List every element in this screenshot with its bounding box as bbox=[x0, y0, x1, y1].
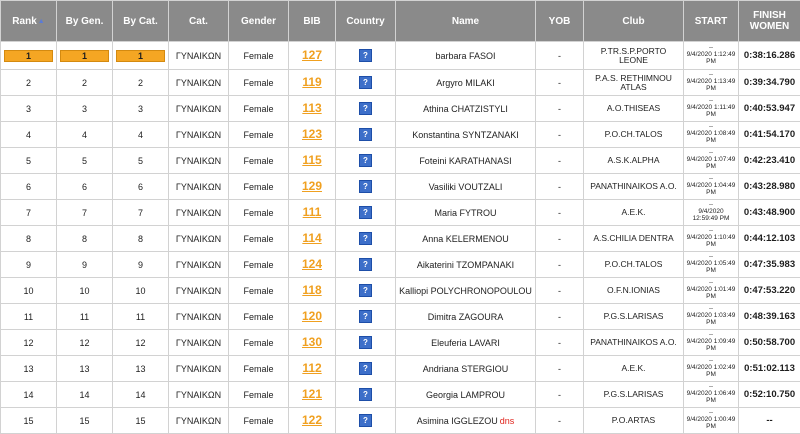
gender-cell: Female bbox=[229, 278, 289, 304]
table-row bbox=[1, 408, 800, 434]
by-gen-cell: 14 bbox=[57, 382, 113, 408]
start-cell bbox=[684, 200, 739, 226]
yob-cell: - bbox=[536, 122, 584, 148]
start-prefix: -- bbox=[686, 411, 736, 416]
category-cell: ΓΥΝΑΙΚΩΝ bbox=[169, 356, 229, 382]
column-header-yob[interactable]: YOB bbox=[536, 1, 584, 42]
question-mark-flag-icon[interactable]: ? bbox=[359, 388, 372, 401]
start-cell bbox=[684, 304, 739, 330]
athlete-name: Argyro MILAKI bbox=[436, 78, 495, 88]
question-mark-flag-icon[interactable]: ? bbox=[359, 310, 372, 323]
bib-link[interactable]: 118 bbox=[302, 283, 321, 297]
club-cell: P.O.CH.TALOS bbox=[584, 252, 684, 278]
finish-cell: 0:44:12.103 bbox=[739, 226, 800, 252]
question-mark-flag-icon[interactable]: ? bbox=[359, 76, 372, 89]
highlight-badge: 1 bbox=[116, 50, 165, 62]
finish-cell: 0:51:02.113 bbox=[739, 356, 800, 382]
club-cell: O.F.N.IONIAS bbox=[584, 278, 684, 304]
start-cell bbox=[684, 252, 739, 278]
club-cell: PANATHINAIKOS A.O. bbox=[584, 330, 684, 356]
bib-cell bbox=[289, 70, 336, 96]
by-gen-cell: 8 bbox=[57, 226, 113, 252]
bib-cell bbox=[289, 226, 336, 252]
rank-cell: 5 bbox=[1, 148, 57, 174]
table-row bbox=[1, 278, 800, 304]
by-gen-cell: 3 bbox=[57, 96, 113, 122]
gender-cell: Female bbox=[229, 42, 289, 70]
finish-cell: 0:43:28.980 bbox=[739, 174, 800, 200]
finish-cell: 0:40:53.947 bbox=[739, 96, 800, 122]
athlete-name: Kalliopi POLYCHRONOPOULOU bbox=[399, 286, 532, 296]
name-cell bbox=[396, 252, 536, 278]
name-cell bbox=[396, 42, 536, 70]
finish-cell: 0:47:35.983 bbox=[739, 252, 800, 278]
gender-cell: Female bbox=[229, 174, 289, 200]
by-cat-cell bbox=[113, 42, 169, 70]
athlete-name: Georgia LAMPROU bbox=[426, 390, 505, 400]
table-row bbox=[1, 200, 800, 226]
column-header-club[interactable]: Club bbox=[584, 1, 684, 42]
bib-cell bbox=[289, 408, 336, 434]
column-header-start[interactable]: START bbox=[684, 1, 739, 42]
start-cell bbox=[684, 356, 739, 382]
rank-cell: 3 bbox=[1, 96, 57, 122]
country-cell bbox=[336, 174, 396, 200]
country-cell bbox=[336, 226, 396, 252]
bib-cell bbox=[289, 356, 336, 382]
gender-cell: Female bbox=[229, 226, 289, 252]
name-cell bbox=[396, 356, 536, 382]
category-cell: ΓΥΝΑΙΚΩΝ bbox=[169, 330, 229, 356]
table-row bbox=[1, 42, 800, 70]
column-header-name[interactable]: Name bbox=[396, 1, 536, 42]
by-gen-cell: 15 bbox=[57, 408, 113, 434]
country-cell bbox=[336, 278, 396, 304]
start-prefix: -- bbox=[686, 177, 736, 182]
sort-ascending-icon: ▲ bbox=[38, 18, 45, 25]
country-cell bbox=[336, 356, 396, 382]
by-cat-cell: 8 bbox=[113, 226, 169, 252]
start-time: 9/4/2020 1:02:49 PM bbox=[686, 364, 736, 378]
by-cat-cell: 14 bbox=[113, 382, 169, 408]
name-cell bbox=[396, 96, 536, 122]
name-cell bbox=[396, 148, 536, 174]
by-cat-cell: 11 bbox=[113, 304, 169, 330]
start-time: 9/4/2020 1:13:49 PM bbox=[686, 78, 736, 92]
status-badge: dns bbox=[500, 416, 515, 426]
start-prefix: -- bbox=[686, 203, 736, 208]
bib-link[interactable]: 127 bbox=[302, 48, 322, 62]
yob-cell: - bbox=[536, 226, 584, 252]
bib-link[interactable]: 119 bbox=[302, 75, 321, 89]
start-prefix: -- bbox=[686, 255, 736, 260]
club-cell: A.S.K.ALPHA bbox=[584, 148, 684, 174]
rank-cell: 13 bbox=[1, 356, 57, 382]
club-cell: A.E.K. bbox=[584, 356, 684, 382]
finish-cell: 0:48:39.163 bbox=[739, 304, 800, 330]
athlete-name: Maria FYTROU bbox=[434, 208, 496, 218]
yob-cell: - bbox=[536, 174, 584, 200]
country-cell bbox=[336, 304, 396, 330]
athlete-name: Asimina IGGLEZOU bbox=[417, 416, 498, 426]
column-header-cat[interactable]: Cat. bbox=[169, 1, 229, 42]
start-cell bbox=[684, 70, 739, 96]
column-header-by-gen[interactable]: By Gen. bbox=[57, 1, 113, 42]
name-cell bbox=[396, 382, 536, 408]
start-prefix: -- bbox=[686, 73, 736, 78]
by-gen-cell: 10 bbox=[57, 278, 113, 304]
table-row bbox=[1, 96, 800, 122]
yob-cell: - bbox=[536, 252, 584, 278]
club-cell: P.G.S.LARISAS bbox=[584, 382, 684, 408]
bib-cell bbox=[289, 174, 336, 200]
name-cell bbox=[396, 278, 536, 304]
country-cell bbox=[336, 330, 396, 356]
by-cat-cell: 2 bbox=[113, 70, 169, 96]
bib-link[interactable]: 112 bbox=[302, 361, 321, 375]
bib-link[interactable]: 120 bbox=[302, 309, 322, 323]
start-cell bbox=[684, 96, 739, 122]
country-cell bbox=[336, 252, 396, 278]
country-cell bbox=[336, 96, 396, 122]
bib-cell bbox=[289, 148, 336, 174]
question-mark-flag-icon[interactable]: ? bbox=[359, 49, 372, 62]
category-cell: ΓΥΝΑΙΚΩΝ bbox=[169, 42, 229, 70]
table-row bbox=[1, 148, 800, 174]
bib-link[interactable]: 123 bbox=[302, 127, 322, 141]
name-cell bbox=[396, 408, 536, 434]
question-mark-flag-icon[interactable]: ? bbox=[359, 414, 372, 427]
bib-link[interactable]: 124 bbox=[302, 257, 322, 271]
rank-cell: 7 bbox=[1, 200, 57, 226]
country-cell bbox=[336, 382, 396, 408]
bib-link[interactable]: 115 bbox=[302, 153, 321, 167]
column-header-bib[interactable]: BIB bbox=[289, 1, 336, 42]
category-cell: ΓΥΝΑΙΚΩΝ bbox=[169, 96, 229, 122]
column-header-country[interactable]: Country bbox=[336, 1, 396, 42]
start-cell bbox=[684, 330, 739, 356]
name-cell bbox=[396, 226, 536, 252]
start-cell bbox=[684, 408, 739, 434]
by-cat-cell: 10 bbox=[113, 278, 169, 304]
gender-cell: Female bbox=[229, 70, 289, 96]
by-gen-cell: 5 bbox=[57, 148, 113, 174]
question-mark-flag-icon[interactable]: ? bbox=[359, 362, 372, 375]
athlete-name: Vasiliki VOUTZALI bbox=[429, 182, 503, 192]
athlete-name: Foteini KARATHANASI bbox=[419, 156, 511, 166]
start-cell bbox=[684, 174, 739, 200]
category-cell: ΓΥΝΑΙΚΩΝ bbox=[169, 226, 229, 252]
by-gen-cell: 6 bbox=[57, 174, 113, 200]
bib-link[interactable]: 129 bbox=[302, 179, 322, 193]
finish-cell: 0:52:10.750 bbox=[739, 382, 800, 408]
question-mark-flag-icon[interactable]: ? bbox=[359, 258, 372, 271]
yob-cell: - bbox=[536, 356, 584, 382]
finish-cell: 0:47:53.220 bbox=[739, 278, 800, 304]
start-time: 9/4/2020 1:10:49 PM bbox=[686, 234, 736, 248]
start-cell bbox=[684, 278, 739, 304]
start-prefix: -- bbox=[686, 151, 736, 156]
yob-cell: - bbox=[536, 304, 584, 330]
start-cell bbox=[684, 382, 739, 408]
bib-link[interactable]: 121 bbox=[302, 387, 322, 401]
finish-cell: 0:38:16.286 bbox=[739, 42, 800, 70]
start-cell bbox=[684, 148, 739, 174]
start-prefix: -- bbox=[686, 46, 736, 51]
start-prefix: -- bbox=[686, 385, 736, 390]
start-cell bbox=[684, 42, 739, 70]
country-cell bbox=[336, 42, 396, 70]
by-cat-cell: 4 bbox=[113, 122, 169, 148]
club-cell: PANATHINAIKOS A.O. bbox=[584, 174, 684, 200]
table-row bbox=[1, 226, 800, 252]
category-cell: ΓΥΝΑΙΚΩΝ bbox=[169, 174, 229, 200]
by-cat-cell: 5 bbox=[113, 148, 169, 174]
start-cell bbox=[684, 122, 739, 148]
question-mark-flag-icon[interactable]: ? bbox=[359, 336, 372, 349]
bib-cell bbox=[289, 330, 336, 356]
category-cell: ΓΥΝΑΙΚΩΝ bbox=[169, 304, 229, 330]
by-cat-cell: 15 bbox=[113, 408, 169, 434]
gender-cell: Female bbox=[229, 200, 289, 226]
finish-cell: 0:41:54.170 bbox=[739, 122, 800, 148]
athlete-name: barbara FASOI bbox=[435, 51, 495, 61]
country-cell bbox=[336, 122, 396, 148]
name-cell bbox=[396, 304, 536, 330]
start-time: 9/4/2020 1:05:49 PM bbox=[686, 260, 736, 274]
bib-cell bbox=[289, 252, 336, 278]
question-mark-flag-icon[interactable]: ? bbox=[359, 102, 372, 115]
start-time: 9/4/2020 1:11:49 PM bbox=[686, 104, 736, 118]
question-mark-flag-icon[interactable]: ? bbox=[359, 206, 372, 219]
by-gen-cell: 13 bbox=[57, 356, 113, 382]
yob-cell: - bbox=[536, 278, 584, 304]
by-cat-cell: 12 bbox=[113, 330, 169, 356]
column-header-rank[interactable]: Rank▲ bbox=[1, 1, 57, 42]
start-prefix: -- bbox=[686, 307, 736, 312]
table-row bbox=[1, 252, 800, 278]
category-cell: ΓΥΝΑΙΚΩΝ bbox=[169, 382, 229, 408]
by-cat-cell: 3 bbox=[113, 96, 169, 122]
by-cat-cell: 7 bbox=[113, 200, 169, 226]
start-time: 9/4/2020 1:12:49 PM bbox=[686, 51, 736, 65]
country-cell bbox=[336, 148, 396, 174]
start-time: 9/4/2020 1:03:49 PM bbox=[686, 312, 736, 326]
gender-cell: Female bbox=[229, 382, 289, 408]
by-gen-cell bbox=[57, 42, 113, 70]
by-gen-cell: 11 bbox=[57, 304, 113, 330]
by-cat-cell: 6 bbox=[113, 174, 169, 200]
bib-cell bbox=[289, 382, 336, 408]
question-mark-flag-icon[interactable]: ? bbox=[359, 180, 372, 193]
category-cell: ΓΥΝΑΙΚΩΝ bbox=[169, 278, 229, 304]
gender-cell: Female bbox=[229, 148, 289, 174]
rank-cell: 14 bbox=[1, 382, 57, 408]
category-cell: ΓΥΝΑΙΚΩΝ bbox=[169, 148, 229, 174]
table-row bbox=[1, 304, 800, 330]
yob-cell: - bbox=[536, 42, 584, 70]
column-header-gender[interactable]: Gender bbox=[229, 1, 289, 42]
bib-cell bbox=[289, 278, 336, 304]
athlete-name: Dimitra ZAGOURA bbox=[428, 312, 504, 322]
highlight-badge: 1 bbox=[60, 50, 109, 62]
finish-cell: -- bbox=[739, 408, 800, 434]
club-cell: A.E.K. bbox=[584, 200, 684, 226]
yob-cell: - bbox=[536, 408, 584, 434]
start-time: 9/4/2020 1:06:49 PM bbox=[686, 390, 736, 404]
results-body bbox=[1, 42, 800, 434]
column-header-finish[interactable]: FINISH WOMEN bbox=[739, 1, 800, 42]
club-cell: A.O.THISEAS bbox=[584, 96, 684, 122]
by-gen-cell: 9 bbox=[57, 252, 113, 278]
finish-cell: 0:43:48.900 bbox=[739, 200, 800, 226]
start-prefix: -- bbox=[686, 333, 736, 338]
question-mark-flag-icon[interactable]: ? bbox=[359, 284, 372, 297]
rank-cell: 15 bbox=[1, 408, 57, 434]
bib-cell bbox=[289, 200, 336, 226]
table-row bbox=[1, 70, 800, 96]
by-gen-cell: 12 bbox=[57, 330, 113, 356]
yob-cell: - bbox=[536, 382, 584, 408]
club-cell: P.O.CH.TALOS bbox=[584, 122, 684, 148]
start-prefix: -- bbox=[686, 281, 736, 286]
question-mark-flag-icon[interactable]: ? bbox=[359, 128, 372, 141]
rank-cell: 10 bbox=[1, 278, 57, 304]
bib-cell bbox=[289, 122, 336, 148]
gender-cell: Female bbox=[229, 96, 289, 122]
rank-cell: 6 bbox=[1, 174, 57, 200]
start-prefix: -- bbox=[686, 99, 736, 104]
rank-cell: 2 bbox=[1, 70, 57, 96]
bib-link[interactable]: 114 bbox=[302, 231, 321, 245]
by-gen-cell: 2 bbox=[57, 70, 113, 96]
bib-link[interactable]: 130 bbox=[302, 335, 322, 349]
yob-cell: - bbox=[536, 70, 584, 96]
table-row bbox=[1, 356, 800, 382]
table-row bbox=[1, 330, 800, 356]
gender-cell: Female bbox=[229, 304, 289, 330]
start-time: 9/4/2020 1:09:49 PM bbox=[686, 338, 736, 352]
name-cell bbox=[396, 70, 536, 96]
by-cat-cell: 13 bbox=[113, 356, 169, 382]
club-cell: P.O.ARTAS bbox=[584, 408, 684, 434]
bib-cell bbox=[289, 42, 336, 70]
athlete-name: Anna KELERMENOU bbox=[422, 234, 509, 244]
yob-cell: - bbox=[536, 200, 584, 226]
country-cell bbox=[336, 200, 396, 226]
country-cell bbox=[336, 408, 396, 434]
finish-cell: 0:50:58.700 bbox=[739, 330, 800, 356]
rank-cell: 11 bbox=[1, 304, 57, 330]
athlete-name: Konstantina SYNTZANAKI bbox=[412, 130, 519, 140]
by-gen-cell: 4 bbox=[57, 122, 113, 148]
by-cat-cell: 9 bbox=[113, 252, 169, 278]
finish-cell: 0:42:23.410 bbox=[739, 148, 800, 174]
category-cell: ΓΥΝΑΙΚΩΝ bbox=[169, 200, 229, 226]
start-prefix: -- bbox=[686, 359, 736, 364]
start-time: 9/4/2020 1:00:49 PM bbox=[686, 416, 736, 430]
club-cell: P.G.S.LARISAS bbox=[584, 304, 684, 330]
athlete-name: Athina CHATZISTYLI bbox=[423, 104, 508, 114]
category-cell: ΓΥΝΑΙΚΩΝ bbox=[169, 70, 229, 96]
table-row bbox=[1, 122, 800, 148]
rank-cell: 4 bbox=[1, 122, 57, 148]
athlete-name: Aikaterini TZOMPANAKI bbox=[417, 260, 514, 270]
start-time: 9/4/2020 1:01:49 PM bbox=[686, 286, 736, 300]
start-time: 9/4/2020 1:07:49 PM bbox=[686, 156, 736, 170]
bib-link[interactable]: 113 bbox=[302, 101, 321, 115]
by-gen-cell: 7 bbox=[57, 200, 113, 226]
name-cell bbox=[396, 122, 536, 148]
category-cell: ΓΥΝΑΙΚΩΝ bbox=[169, 252, 229, 278]
yob-cell: - bbox=[536, 330, 584, 356]
table-row bbox=[1, 174, 800, 200]
bib-cell bbox=[289, 96, 336, 122]
start-cell bbox=[684, 226, 739, 252]
gender-cell: Female bbox=[229, 408, 289, 434]
country-cell bbox=[336, 70, 396, 96]
start-time: 9/4/2020 1:08:49 PM bbox=[686, 130, 736, 144]
start-prefix: -- bbox=[686, 229, 736, 234]
club-cell: P.TR.S.P.PORTO LEONE bbox=[584, 42, 684, 70]
category-cell: ΓΥΝΑΙΚΩΝ bbox=[169, 408, 229, 434]
yob-cell: - bbox=[536, 148, 584, 174]
gender-cell: Female bbox=[229, 356, 289, 382]
start-prefix: -- bbox=[686, 125, 736, 130]
rank-cell bbox=[1, 42, 57, 70]
gender-cell: Female bbox=[229, 252, 289, 278]
question-mark-flag-icon[interactable]: ? bbox=[359, 154, 372, 167]
rank-cell: 12 bbox=[1, 330, 57, 356]
bib-cell bbox=[289, 304, 336, 330]
highlight-badge: 1 bbox=[4, 50, 53, 62]
table-row bbox=[1, 382, 800, 408]
column-header-by-cat[interactable]: By Cat. bbox=[113, 1, 169, 42]
club-cell: P.A.S. RETHIMNOU ATLAS bbox=[584, 70, 684, 96]
header-row bbox=[1, 1, 800, 42]
start-time: 9/4/2020 1:04:49 PM bbox=[686, 182, 736, 196]
athlete-name: Eleuferia LAVARI bbox=[431, 338, 500, 348]
gender-cell: Female bbox=[229, 122, 289, 148]
name-cell bbox=[396, 330, 536, 356]
bib-link[interactable]: 122 bbox=[302, 413, 322, 427]
name-cell bbox=[396, 174, 536, 200]
category-cell: ΓΥΝΑΙΚΩΝ bbox=[169, 122, 229, 148]
start-time: 9/4/2020 12:59:49 PM bbox=[686, 208, 736, 222]
question-mark-flag-icon[interactable]: ? bbox=[359, 232, 372, 245]
gender-cell: Female bbox=[229, 330, 289, 356]
bib-link[interactable]: 111 bbox=[303, 205, 322, 219]
rank-cell: 9 bbox=[1, 252, 57, 278]
yob-cell: - bbox=[536, 96, 584, 122]
rank-cell: 8 bbox=[1, 226, 57, 252]
finish-cell: 0:39:34.790 bbox=[739, 70, 800, 96]
name-cell bbox=[396, 200, 536, 226]
club-cell: A.S.CHILIA DENTRA bbox=[584, 226, 684, 252]
athlete-name: Andriana STERGIOU bbox=[423, 364, 509, 374]
